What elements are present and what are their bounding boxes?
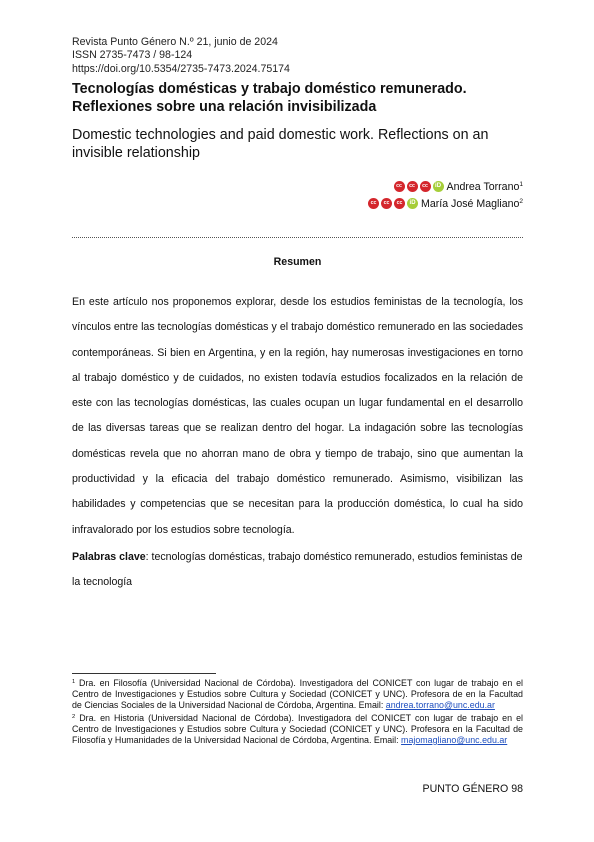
footnote-ref[interactable]: 2 — [519, 197, 523, 205]
doi-line: https://doi.org/10.5354/2735-7473.2024.75174 — [72, 62, 290, 75]
license-badges — [394, 181, 444, 192]
page-footer: PUNTO GÉNERO 98 — [422, 783, 523, 795]
footnote-2: $^2$ Dra. en Historia (Universidad Nacional de Córdoba). Investigadora del CONICET con lugar de trabajo en el Centro de Investigaciones y Estudios sobre Cultura y Sociedad (CONICET y UNC). Profesora en la Facultad de Filosofía y Humanidades de la Universidad Nacional de Córdoba, Argentina. Email: majomagliano@unc.edu.ar — [72, 712, 523, 746]
cc-nc-icon[interactable]: cc — [420, 181, 431, 192]
author-row — [368, 178, 523, 195]
abstract-text: En este artículo nos proponemos explorar, desde los estudios feministas de la tecnología, los vínculos entre las tecnologías domésticas y el trabajo doméstico remunerado en las sociedades contemporáneas. Si bien en Argentina, y en la región, hay numerosas investigaciones en torno al trabajo doméstico y de cuidados, no existen todavía estudios focalizados en la relación de este con las tecnologías domésticas, las cuales ocupan un lugar fundamental en el desarrollo de las diversas tareas que se realizan dentro del hogar. La indagación sobre las tecnologías domésticas revela que no ahorran mano de obra y tiempo de trabajo, sino que aumentan la productividad y la eficacia del trabajo doméstico remunerado. Asimismo, visibilizan las habilidades y competencias que se necesitan para la producción doméstica, lo cual ha sido infravalorado por los estudios sobre tecnología. — [72, 296, 523, 536]
keywords — [72, 545, 523, 596]
title-spanish: Tecnologías domésticas y trabajo doméstico remunerado. Reflexiones sobre una relación invisibilizada — [72, 81, 467, 115]
cc-icon[interactable]: cc — [394, 181, 405, 192]
cc-by-icon[interactable]: cc — [381, 198, 392, 209]
cc-icon[interactable]: cc — [368, 198, 379, 209]
author-row — [368, 195, 523, 212]
keywords-text: : tecnologías domésticas, trabajo doméstico remunerado, estudios feministas de la tecnología — [72, 551, 523, 589]
authors-block — [368, 178, 523, 212]
abstract-heading: Resumen — [273, 256, 322, 268]
license-badges — [368, 198, 418, 209]
email-link[interactable]: majomagliano@unc.edu.ar — [401, 735, 508, 746]
footnotes — [72, 677, 523, 746]
email-link[interactable]: andrea.torrano@unc.edu.ar — [385, 700, 495, 711]
orcid-icon[interactable]: iD — [407, 198, 418, 209]
journal-meta — [72, 36, 290, 76]
issn-line: ISSN 2735-7473 / 98-124 — [72, 49, 193, 62]
cc-by-icon[interactable]: cc — [407, 181, 418, 192]
footnote-ref[interactable]: 1 — [519, 180, 523, 188]
abstract-body — [72, 290, 523, 543]
footnote-rule — [72, 673, 216, 674]
orcid-icon[interactable]: iD — [433, 181, 444, 192]
title-english: Domestic technologies and paid domestic work. Reflections on an invisible relationship — [72, 127, 489, 161]
footnote-1: $^1$ Dra. en Filosofía (Universidad Nacional de Córdoba). Investigadora del CONICET con lugar de trabajo en el Centro de Investigaciones y Estudios sobre Cultura y Sociedad (CONICET y UNC). Profesora de en la Facultad de Ciencias Sociales de la Universidad Nacional de Córdoba, Argentina. Email: andrea.torrano@unc.edu.ar — [72, 678, 523, 711]
journal-line: Revista Punto Género N.º 21, junio de 2024 — [72, 36, 278, 48]
cc-nc-icon[interactable]: cc — [394, 198, 405, 209]
author-name: Andrea Torrano$^1$ — [446, 180, 523, 193]
dotted-divider — [72, 237, 523, 238]
keywords-label: Palabras clave — [72, 551, 146, 563]
author-name: María José Magliano$^2$ — [421, 197, 523, 210]
